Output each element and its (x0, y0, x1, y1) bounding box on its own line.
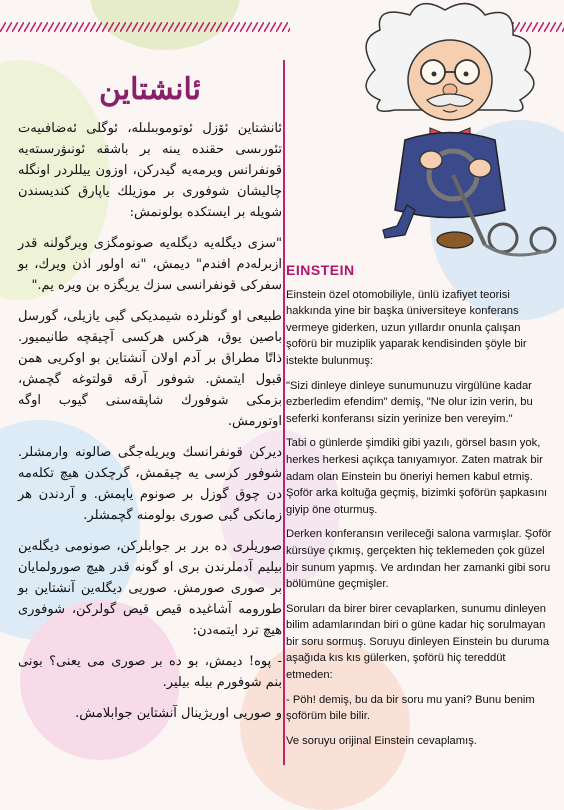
uyghur-paragraph: صوريلرى ده برر بر جوابلرکن، صونومى ديگلەين بيليم آدملرندن برى او گونه قدر هيچ صورولمايان بر صورى صورمش. صوريى ديگلەين آنشتاين بو طورومه آشاغيده قيص قيص گولرکن، شوفورى هيچ ترد ايتمەدن: (18, 539, 282, 638)
turkish-paragraph: - Pöh! demiş, bu da bir soru mu yani? Bunu benim şoförüm bile bilir. (286, 693, 535, 723)
uyghur-column (18, 72, 282, 734)
einstein-illustration (335, 0, 564, 265)
column-divider (283, 60, 285, 765)
uyghur-paragraph: طبيعى او گونلرده شيمديکى گبى يازيلى، گورسل باصين يوق، هرکس هرکسى آچيقچه طانيميور. ذاتًا مطراق بر آدم اولان آنشتاين بو اوکريى همن قبول ايتمش. شوفور آرقه قولتوغه گچمش، بزمکى شوفورك شاپقەسنى گيوب اوگه اوتورمش. (18, 309, 282, 429)
uyghur-paragraph: - پوه! ديمش، بو ده بر صورى مى يعنى؟ بونى بنم شوفورم بيله بيلير. (18, 654, 282, 690)
uyghur-paragraph: ئانشتاين ئۆزل ئوتوموبىلىلە، ئوگلى ئەضافىيەت تئورىسى حقنده يىنه بر باشقه ئونىۋرسىتەيە قونفرانس ويرمەيە گيدرکن، اوزون ييللردر اونگله چاليشان شوفورى بر موزيلك ياپارق کنديسندن شويله بر ايستکده بولونمش: (18, 121, 282, 220)
turkish-paragraph: Tabi o günlerde şimdiki gibi yazılı, görsel basın yok, herkes herkesi açıkça tanıyamıyor. Zaten matrak bir adam olan Einstein bu öneriyi hemen kabul etmiş. Şoför arka koltuğa geçmiş, bizimki şoförün şapkasını giyip öne oturmuş. (286, 437, 548, 516)
turkish-paragraph: Einstein özel otomobiliyle, ünlü izafiyet teorisi hakkında yine bir başka üniversiteye konferans vermeye giderken, uzun yıllardır onunla çalışan şoförü bir muziplik yaparak kendisinden şöyle bir istekte bulunmuş: (286, 288, 527, 367)
turkish-paragraph: Ve soruyu orijinal Einstein cevaplamış. (286, 734, 477, 747)
turkish-title: EINSTEIN (286, 262, 355, 278)
turkish-paragraph: Soruları da birer birer cevaplarken, sunumu dinleyen bilim adamlarından biri o güne kadar hiç sorulmayan bir soru sormuş. Soruyu dinleyen Einstein bu duruma aşağıda kıs kıs gülerken, şoförü hiç tereddüt etmeden: (286, 602, 550, 682)
decorative-stripe (0, 22, 290, 32)
turkish-column (286, 262, 554, 757)
uyghur-title: ئانشتاين (99, 72, 201, 107)
uyghur-paragraph: ديرکن قونفرانسك ويريلەجگى صالونه وارمشلر. شوفور کرسى يه چيقمش، گرچکدن هيچ تکلەمه دن چوق گوزل بر صونوم ياپمش. و آردندن هر زمانکى گبى صورى بولومنه گچمشلر. (18, 445, 282, 523)
turkish-paragraph: "Sizi dinleye dinleye sunumunuzu virgülüne kadar ezberledim efendim" demiş, "Ne olur izin verin, bu seferki konferansı sizin yerinize ben vereyim." (286, 379, 533, 425)
uyghur-paragraph: "سزى ديگلەيه ديگلەيه صونومگزى ويرگولنه قدر ازبرلەدم افندم" ديمش، "نه اولور اذن ويرك، بو سفرکى قونفرانسى سزك يريگزه بن ويره يم." (18, 236, 282, 293)
turkish-paragraph: Derken konferansın verileceği salona varmışlar. Şoför kürsüye çıkmış, gerçekten hiç teklemeden çok güzel bir sunum yapmış. Ve ardından her zamanki gibi soru bölümüne geçmişler. (286, 528, 552, 591)
uyghur-paragraph: و صوريى اوريژينال آنشتاين جوابلامش. (75, 706, 282, 721)
